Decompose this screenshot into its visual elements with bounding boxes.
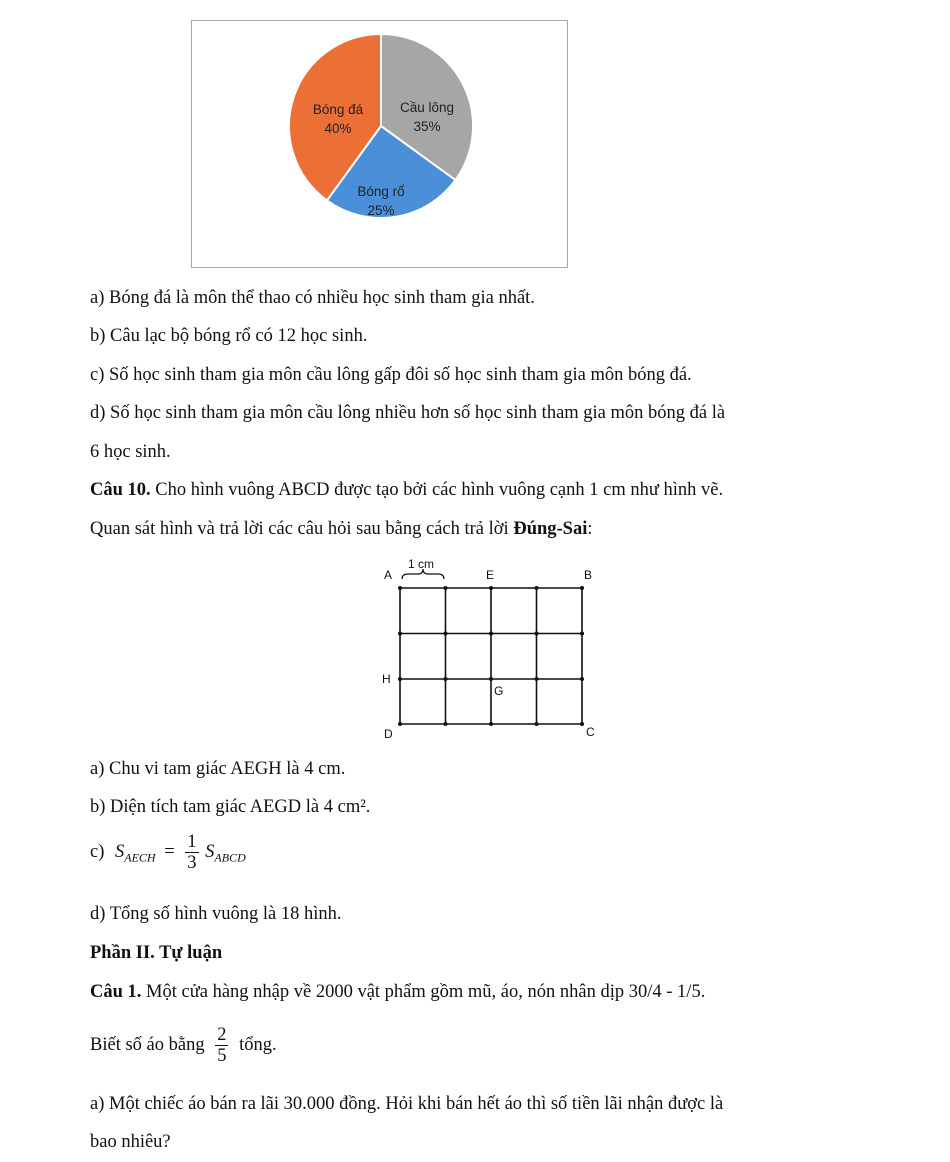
part2-heading-text: Phần II. Tự luận (90, 943, 223, 963)
part2-q1-text: Một cửa hàng nhập về 2000 vật phẩm gồm mũ, áo, nón nhân dịp 30/4 - 1/5. (141, 982, 706, 1002)
vertex-A: A (384, 568, 393, 582)
square-grid-figure (370, 548, 610, 744)
pie-chart (192, 21, 569, 269)
part2-heading (90, 942, 222, 964)
area-subscript-2: ABCD (214, 850, 246, 865)
q10-text-1: Cho hình vuông ABCD được tạo bởi các hình vuông cạnh 1 cm như hình vẽ. (150, 480, 724, 500)
q10-statement-d: d) Tổng số hình vuông là 18 hình. (90, 904, 342, 924)
q9-statement-b: b) Câu lạc bộ bóng rổ có 12 học sinh. (90, 326, 368, 346)
q9-statement-a: a) Bóng đá là môn thể thao có nhiều học sinh tham gia nhất. (90, 288, 535, 308)
part2-q1-line2-end: tổng. (239, 1035, 277, 1055)
area-symbol: S (115, 841, 125, 862)
q10-line-1 (90, 479, 723, 501)
pie-label-pct-1: 25% (367, 203, 395, 218)
q9-statement-d: d) Số học sinh tham gia môn cầu lông nhiều hơn số học sinh tham gia môn bóng đá là (90, 403, 726, 423)
pie-label-name-0: Cầu lông (399, 100, 455, 115)
vertex-D: D (384, 727, 393, 741)
fraction-denominator-5: 5 (217, 1046, 227, 1067)
q10-title: Câu 10. (90, 480, 151, 500)
fraction-numerator: 1 (187, 832, 197, 852)
vertex-E: E (486, 568, 495, 582)
q10-statement-b: b) Diện tích tam giác AEGD là 4 cm². (90, 797, 371, 817)
q9-statement-c: c) Số học sinh tham gia môn cầu lông gấp đôi số học sinh tham gia môn bóng đá. (90, 365, 692, 385)
pie-label-name-2: Bóng đá (312, 102, 364, 117)
q9-statement-d-cont: 6 học sinh. (90, 442, 171, 462)
grid-svg (370, 548, 610, 744)
fraction-denominator: 3 (187, 853, 197, 873)
q10-statement-c (90, 832, 350, 888)
part2-q1-line-2 (90, 1022, 277, 1072)
fraction-two-fifths (215, 1025, 228, 1066)
vertex-B: B (584, 568, 593, 582)
q10-statement-a: a) Chu vi tam giác AEGH là 4 cm. (90, 759, 346, 779)
pie-label-pct-0: 35% (413, 119, 441, 134)
q10-line-2 (90, 518, 593, 540)
area-subscript-1: AECH (124, 850, 156, 865)
q10-c-prefix: c) (90, 841, 105, 862)
q10-text-2: Quan sát hình và trả lời các câu hỏi sau bằng cách trả lời (90, 519, 514, 539)
unit-label: 1 cm (408, 557, 435, 571)
part2-q1-line-1 (90, 981, 705, 1003)
part2-q1-line2-start: Biết số áo bằng (90, 1035, 205, 1055)
equals-sign: = (164, 841, 175, 862)
part2-q1-title: Câu 1. (90, 982, 142, 1002)
fraction-one-third (185, 832, 198, 873)
vertex-G: G (494, 684, 504, 698)
part2-q1-a-cont: bao nhiêu? (90, 1132, 171, 1152)
area-symbol-2: S (205, 841, 215, 862)
vertex-H: H (382, 672, 391, 686)
part2-q1-a: a) Một chiếc áo bán ra lãi 30.000 đồng. Hỏi khi bán hết áo thì số tiền lãi nhận được là (90, 1094, 724, 1114)
pie-chart-frame (191, 20, 568, 268)
fraction-numerator-2: 2 (217, 1025, 227, 1046)
vertex-C: C (586, 725, 595, 739)
q10-true-false: Đúng-Sai (513, 519, 588, 539)
q10-text-2-end: : (587, 519, 593, 539)
pie-label-name-1: Bóng rổ (357, 184, 405, 199)
pie-label-pct-2: 40% (324, 121, 352, 136)
